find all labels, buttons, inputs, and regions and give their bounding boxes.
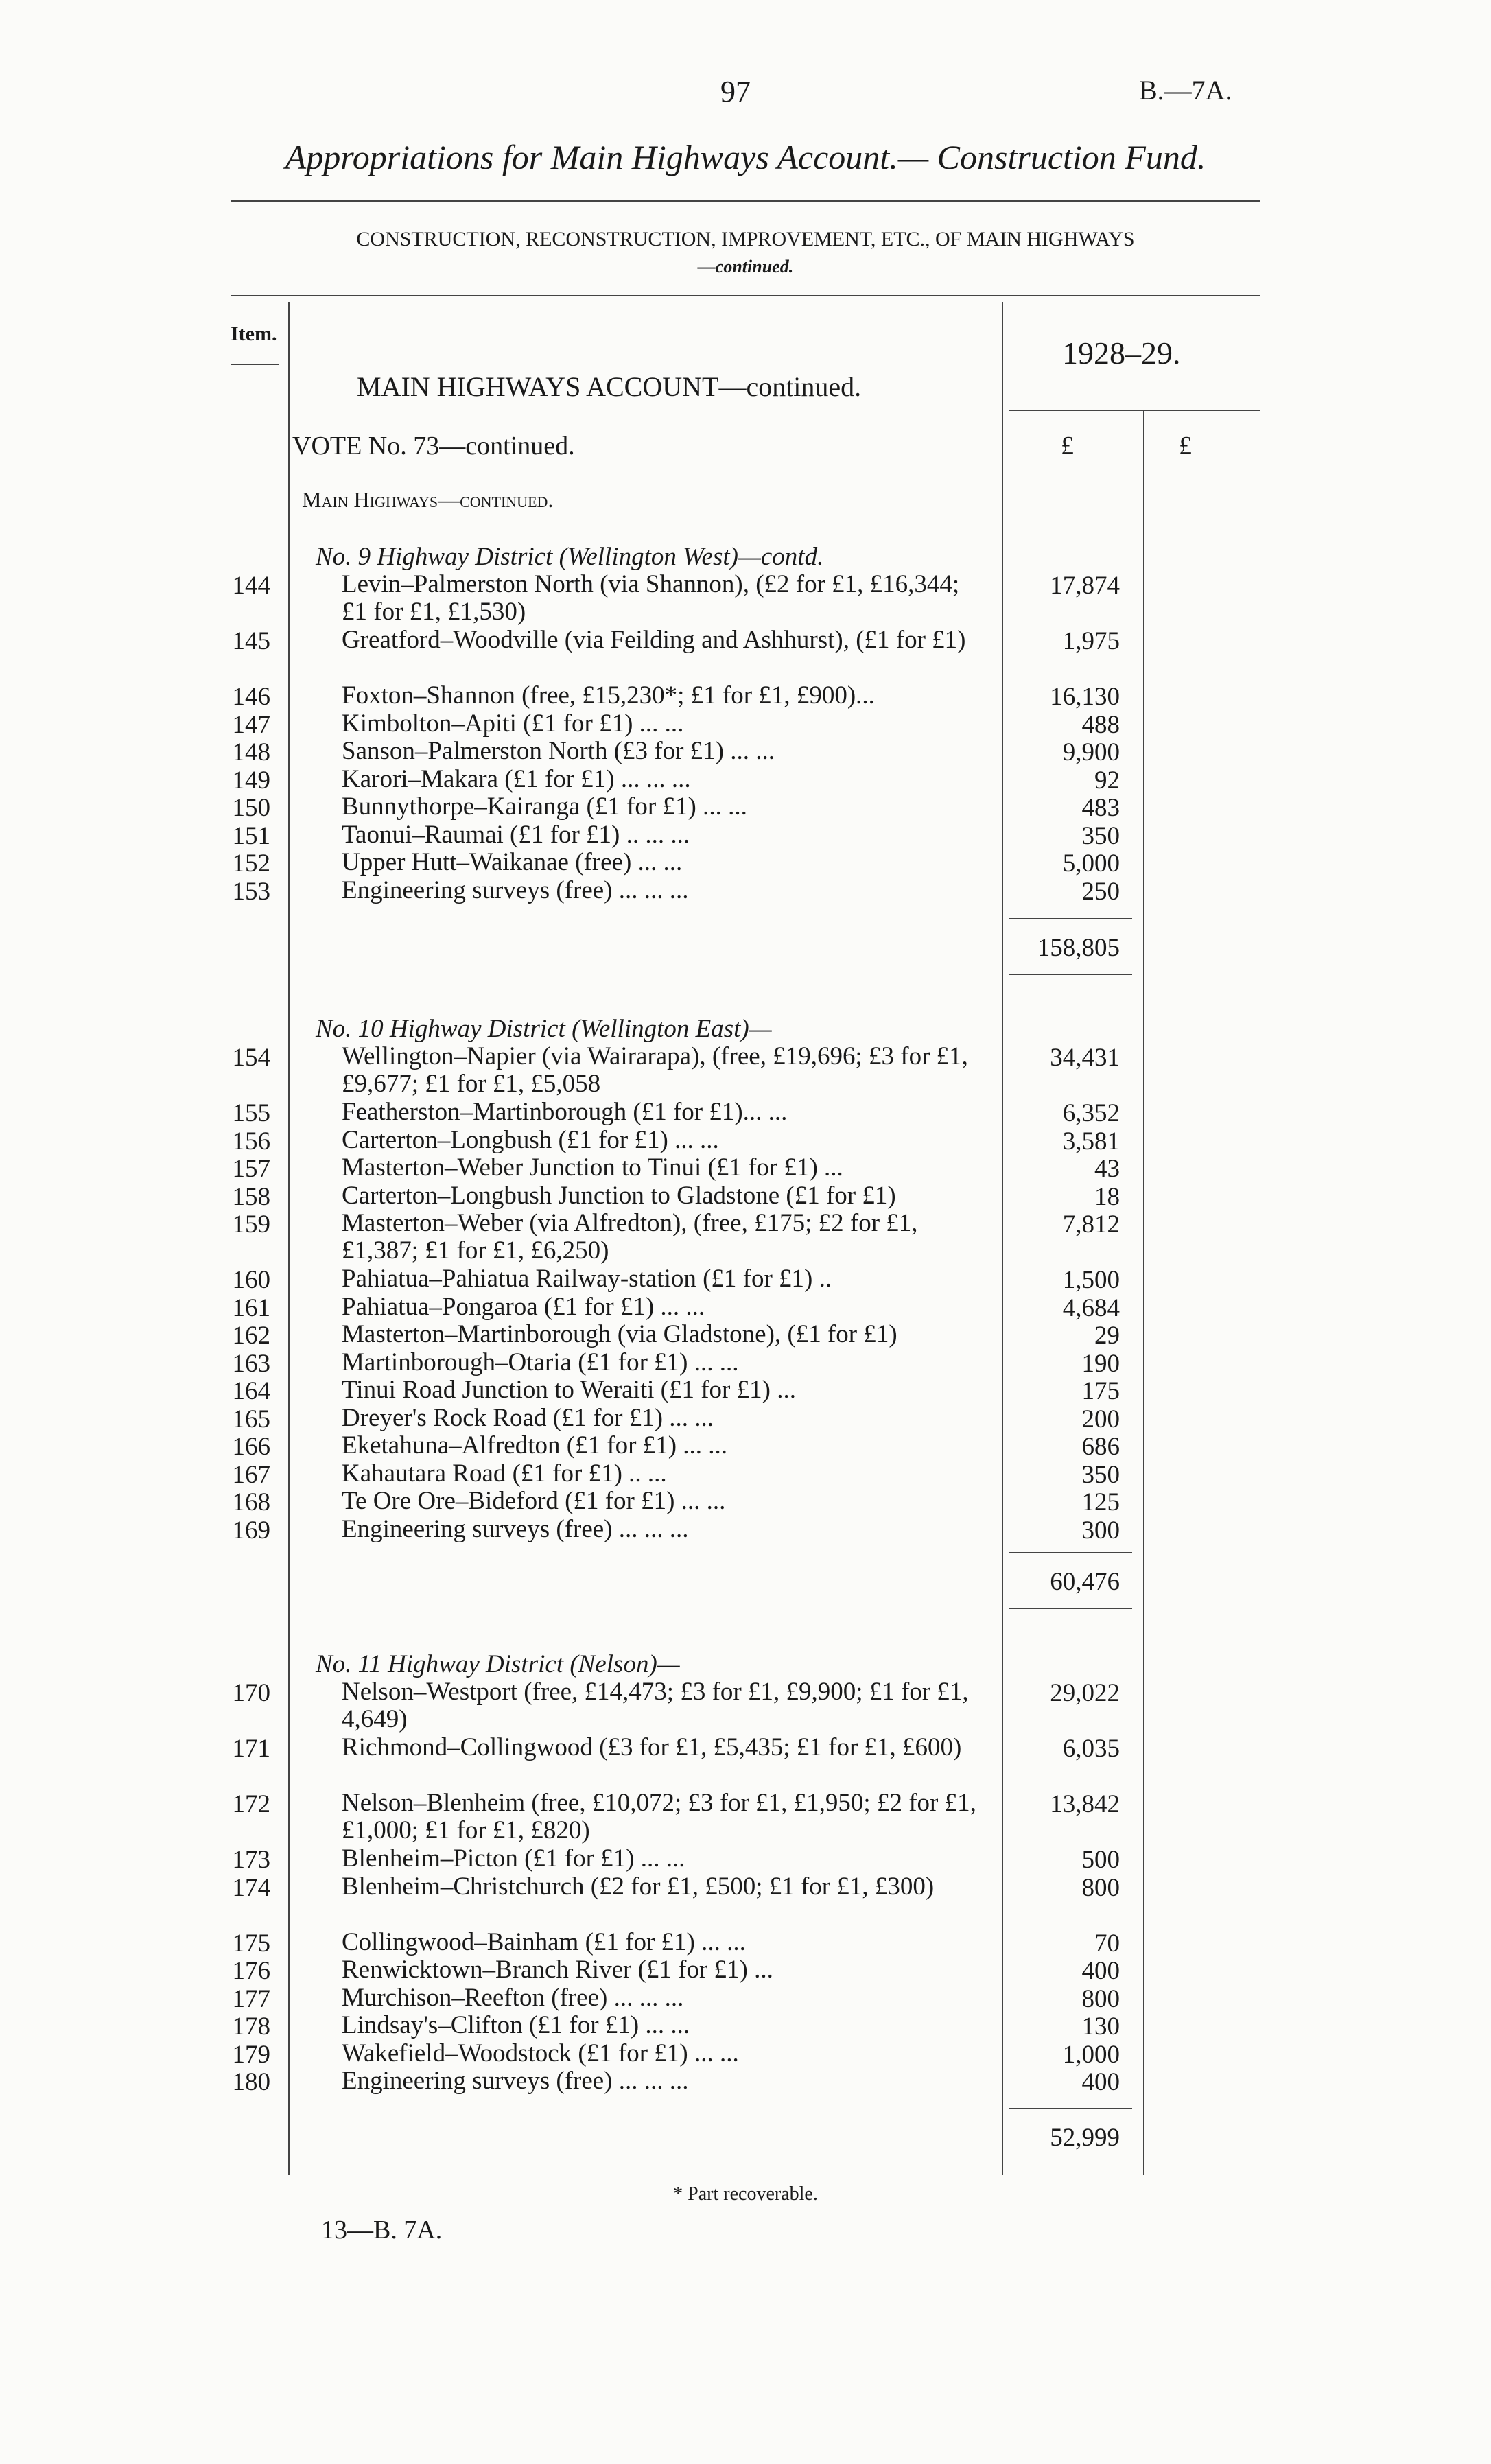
item-number: 177 — [232, 1984, 270, 2013]
subtotal-rule — [1009, 1608, 1132, 1609]
item-number: 144 — [232, 572, 270, 600]
table-row — [0, 2040, 1491, 2068]
item-amount: 43 — [1094, 1155, 1120, 1183]
table-row — [0, 1734, 1491, 1790]
table-row — [0, 1210, 1491, 1265]
item-description: Pahiatua–Pongaroa (£1 for £1) ... ... — [342, 1292, 705, 1321]
table-row — [0, 710, 1491, 738]
item-amount: 130 — [1081, 2013, 1120, 2041]
item-number: 175 — [232, 1929, 270, 1958]
table-row — [0, 1516, 1491, 1544]
item-column-header: Item. — [231, 322, 277, 345]
item-amount: 4,684 — [1062, 1293, 1120, 1322]
table-row — [0, 1929, 1491, 1957]
table-row — [0, 821, 1491, 849]
item-number: 167 — [232, 1460, 270, 1489]
table-row — [0, 1488, 1491, 1516]
item-amount: 175 — [1081, 1377, 1120, 1405]
table-row — [0, 738, 1491, 766]
item-amount: 9,900 — [1062, 738, 1120, 766]
footnote: * Part recoverable. — [673, 2183, 818, 2205]
table-row — [0, 877, 1491, 905]
table-row — [0, 1182, 1491, 1210]
item-description: Carterton–Longbush Junction to Gladstone (£1 for £1) — [342, 1181, 896, 1210]
table-row — [0, 626, 1491, 682]
item-description: Martinborough–Otaria (£1 for £1) ... ... — [342, 1348, 739, 1376]
item-header-underline — [231, 364, 279, 365]
item-description: Lindsay's–Clifton (£1 for £1) ... ... — [342, 2011, 690, 2039]
currency-label-right: £ — [1179, 432, 1192, 460]
item-description: Murchison–Reefton (free) ... ... ... — [342, 1983, 684, 2012]
table-row — [0, 766, 1491, 794]
item-description: Nelson–Westport (free, £14,473; £3 for £1, £9,900; £1 for £1, 4,649) — [342, 1678, 969, 1733]
item-amount: 483 — [1081, 794, 1120, 822]
table-row — [0, 571, 1491, 626]
table-row — [0, 1349, 1491, 1377]
item-amount: 250 — [1081, 877, 1120, 906]
table-row — [0, 1432, 1491, 1460]
item-number: 159 — [232, 1210, 270, 1239]
item-number: 151 — [232, 821, 270, 850]
item-amount: 488 — [1081, 710, 1120, 739]
item-amount: 29,022 — [1050, 1679, 1120, 1707]
table-row — [0, 1376, 1491, 1405]
item-number: 163 — [232, 1349, 270, 1378]
item-amount: 70 — [1094, 1929, 1120, 1958]
item-number: 161 — [232, 1293, 270, 1322]
year-header-rule — [1009, 410, 1260, 411]
item-number: 176 — [232, 1957, 270, 1985]
item-description: Levin–Palmerston North (via Shannon), (£2 for £1, £16,344; £1 for £1, £1,530) — [342, 570, 960, 626]
vote-line: VOTE No. 73—continued. — [292, 432, 575, 460]
year-column-header: 1928–29. — [1062, 336, 1181, 371]
item-amount: 13,842 — [1050, 1790, 1120, 1818]
currency-label-left: £ — [1061, 432, 1074, 460]
item-description: Bunnythorpe–Kairanga (£1 for £1) ... ... — [342, 793, 747, 821]
title-rule — [231, 200, 1260, 202]
item-description: Kahautara Road (£1 for £1) .. ... — [342, 1459, 667, 1488]
item-amount: 400 — [1081, 1957, 1120, 1985]
item-amount: 350 — [1081, 1460, 1120, 1489]
item-number: 174 — [232, 1873, 270, 1902]
item-amount: 800 — [1081, 1873, 1120, 1902]
table-row — [0, 1321, 1491, 1349]
item-number: 171 — [232, 1735, 270, 1763]
item-amount: 200 — [1081, 1405, 1120, 1433]
table-row — [0, 1845, 1491, 1873]
item-amount: 1,975 — [1062, 627, 1120, 655]
item-description: Featherston–Martinborough (£1 for £1)... ... — [342, 1098, 788, 1126]
item-number: 145 — [232, 627, 270, 655]
item-description: Engineering surveys (free) ... ... ... — [342, 2067, 689, 2095]
item-amount: 190 — [1081, 1349, 1120, 1378]
item-description: Tinui Road Junction to Weraiti (£1 for £1) ... — [342, 1376, 796, 1404]
item-number: 150 — [232, 794, 270, 822]
item-number: 162 — [232, 1322, 270, 1350]
page-title: Appropriations for Main Highways Account.— Construction Fund. — [285, 138, 1206, 176]
page-reference: B.—7A. — [1139, 75, 1232, 106]
item-number: 158 — [232, 1182, 270, 1211]
subtotal-rule — [1009, 918, 1132, 919]
district-total: 60,476 — [1050, 1568, 1120, 1596]
table-row — [0, 2067, 1491, 2096]
item-number: 160 — [232, 1266, 270, 1294]
table-row — [0, 1984, 1491, 2013]
item-description: Taonui–Raumai (£1 for £1) .. ... ... — [342, 820, 690, 849]
subtotal-rule — [1009, 1552, 1132, 1553]
section-subtitle-continued: —continued. — [697, 257, 794, 277]
item-description: Collingwood–Bainham (£1 for £1) ... ... — [342, 1927, 746, 1956]
item-description: Sanson–Palmerston North (£3 for £1) ... ... — [342, 737, 775, 765]
item-description: Foxton–Shannon (free, £15,230*; £1 for £1, £900)... — [342, 681, 875, 709]
item-amount: 5,000 — [1062, 849, 1120, 878]
item-number: 165 — [232, 1405, 270, 1433]
item-number: 153 — [232, 877, 270, 906]
item-number: 152 — [232, 849, 270, 878]
table-row — [0, 1460, 1491, 1488]
table-row — [0, 1127, 1491, 1155]
item-amount: 300 — [1081, 1516, 1120, 1545]
item-number: 157 — [232, 1155, 270, 1183]
item-amount: 686 — [1081, 1433, 1120, 1461]
district-heading: No. 9 Highway District (Wellington West)—contd. — [316, 543, 824, 571]
item-amount: 6,352 — [1062, 1099, 1120, 1127]
item-amount: 18 — [1094, 1182, 1120, 1211]
item-description: Wakefield–Woodstock (£1 for £1) ... ... — [342, 2039, 739, 2067]
item-number: 172 — [232, 1790, 270, 1818]
item-number: 148 — [232, 738, 270, 766]
item-amount: 500 — [1081, 1846, 1120, 1874]
item-number: 178 — [232, 2013, 270, 2041]
item-number: 146 — [232, 683, 270, 711]
table-row — [0, 1873, 1491, 1929]
item-amount: 34,431 — [1050, 1044, 1120, 1072]
item-number: 149 — [232, 766, 270, 795]
district-total: 158,805 — [1037, 934, 1120, 962]
item-number: 166 — [232, 1433, 270, 1461]
table-row — [0, 1099, 1491, 1127]
signature-mark: 13—B. 7A. — [321, 2216, 443, 2244]
item-amount: 1,000 — [1062, 2040, 1120, 2069]
subtotal-rule — [1009, 2108, 1132, 2109]
district-heading: No. 10 Highway District (Wellington East)— — [316, 1015, 772, 1043]
item-number: 168 — [232, 1488, 270, 1516]
page-number: 97 — [720, 75, 751, 108]
table-row — [0, 1154, 1491, 1182]
main-highways-heading: Main Highways—continued. — [302, 487, 554, 512]
item-amount: 350 — [1081, 821, 1120, 850]
item-description: Karori–Makara (£1 for £1) ... ... ... — [342, 764, 691, 793]
item-description: Carterton–Longbush (£1 for £1) ... ... — [342, 1125, 719, 1154]
item-description: Renwicktown–Branch River (£1 for £1) ... — [342, 1956, 773, 1984]
item-amount: 17,874 — [1050, 572, 1120, 600]
item-description: Masterton–Weber Junction to Tinui (£1 for £1) ... — [342, 1153, 843, 1182]
item-description: Te Ore Ore–Bideford (£1 for £1) ... ... — [342, 1487, 726, 1515]
item-description: Engineering surveys (free) ... ... ... — [342, 1514, 689, 1543]
item-amount: 3,581 — [1062, 1127, 1120, 1155]
item-amount: 1,500 — [1062, 1266, 1120, 1294]
table-row — [0, 1678, 1491, 1734]
district-total: 52,999 — [1050, 2124, 1120, 2152]
item-description: Pahiatua–Pahiatua Railway-station (£1 for £1) .. — [342, 1265, 832, 1293]
item-number: 155 — [232, 1099, 270, 1127]
item-description: Eketahuna–Alfredton (£1 for £1) ... ... — [342, 1431, 728, 1459]
item-amount: 400 — [1081, 2068, 1120, 2096]
item-description: Engineering surveys (free) ... ... ... — [342, 876, 689, 904]
item-description: Blenheim–Christchurch (£2 for £1, £500; £1 for £1, £300) — [342, 1872, 935, 1901]
item-description: Dreyer's Rock Road (£1 for £1) ... ... — [342, 1403, 714, 1432]
table-row — [0, 1790, 1491, 1845]
table-row — [0, 793, 1491, 821]
item-number: 180 — [232, 2068, 270, 2096]
item-description: Blenheim–Picton (£1 for £1) ... ... — [342, 1844, 685, 1873]
item-number: 179 — [232, 2040, 270, 2069]
item-amount: 800 — [1081, 1984, 1120, 2013]
item-amount: 92 — [1094, 766, 1120, 795]
item-number: 156 — [232, 1127, 270, 1155]
item-description: Masterton–Martinborough (via Gladstone), (£1 for £1) — [342, 1320, 897, 1348]
item-description: Greatford–Woodville (via Feilding and Ashhurst), (£1 for £1) — [342, 626, 966, 654]
item-number: 164 — [232, 1377, 270, 1405]
item-amount: 125 — [1081, 1488, 1120, 1516]
table-row — [0, 1293, 1491, 1322]
table-row — [0, 1043, 1491, 1099]
item-number: 170 — [232, 1679, 270, 1707]
table-top-rule — [231, 295, 1260, 296]
item-description: Wellington–Napier (via Wairarapa), (free, £19,696; £3 for £1, £9,677; £1 for £1, £5,058 — [342, 1042, 968, 1098]
table-row — [0, 682, 1491, 710]
item-number: 154 — [232, 1044, 270, 1072]
table-row — [0, 1956, 1491, 1984]
account-title: MAIN HIGHWAYS ACCOUNT—continued. — [357, 371, 862, 402]
district-heading: No. 11 Highway District (Nelson)— — [316, 1650, 680, 1678]
item-description: Kimbolton–Apiti (£1 for £1) ... ... — [342, 709, 684, 738]
item-amount: 7,812 — [1062, 1210, 1120, 1239]
table-row — [0, 849, 1491, 877]
item-description: Upper Hutt–Waikanae (free) ... ... — [342, 848, 683, 876]
item-number: 173 — [232, 1846, 270, 1874]
section-subtitle: CONSTRUCTION, RECONSTRUCTION, IMPROVEMENT, ETC., OF MAIN HIGHWAYS — [356, 228, 1135, 250]
item-description: Nelson–Blenheim (free, £10,072; £3 for £1, £1,950; £2 for £1, £1,000; £1 for £1, £820) — [342, 1789, 976, 1844]
item-description: Richmond–Collingwood (£3 for £1, £5,435; £1 for £1, £600) — [342, 1733, 962, 1761]
table-row — [0, 2012, 1491, 2040]
item-amount: 16,130 — [1050, 683, 1120, 711]
table-row — [0, 1405, 1491, 1433]
item-description: Masterton–Weber (via Alfredton), (free, £175; £2 for £1, £1,387; £1 for £1, £6,250) — [342, 1209, 918, 1265]
item-amount: 6,035 — [1062, 1735, 1120, 1763]
item-amount: 29 — [1094, 1322, 1120, 1350]
subtotal-rule — [1009, 974, 1132, 975]
table-row — [0, 1265, 1491, 1293]
item-number: 169 — [232, 1516, 270, 1545]
item-number: 147 — [232, 710, 270, 739]
